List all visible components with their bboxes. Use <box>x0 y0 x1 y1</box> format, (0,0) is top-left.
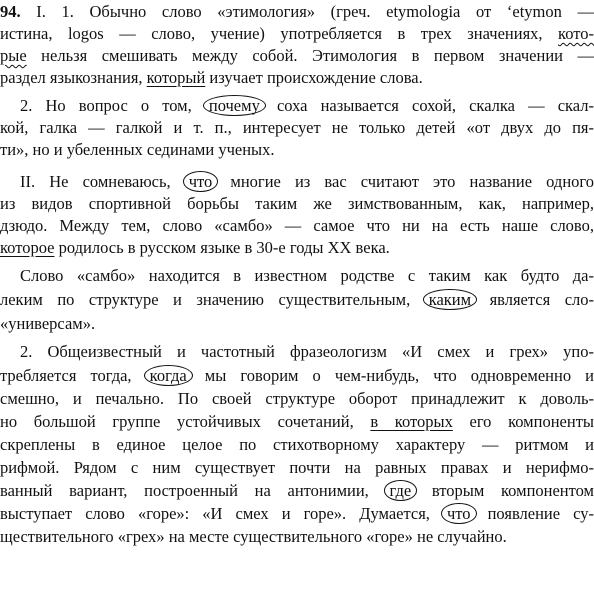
text-line: раздел языкознания, который изучает происхождение слова. <box>0 68 423 87</box>
conjunctive-word-underlined: в которых <box>370 412 453 431</box>
circled-word: что <box>441 503 477 524</box>
exercise-number: 94. <box>0 2 21 21</box>
circled-word: почему <box>203 95 266 116</box>
conjunctive-word-underlined: который <box>146 68 206 87</box>
text-line: 2. Общеизвестный и частотный фразеологизм «И смех и грех» упо- <box>20 342 594 361</box>
text-line: ванный вариант, построенный на антонимии, где вторым компонентом <box>0 481 594 500</box>
text-line: ти», но и убеленных сединами ученых. <box>0 140 275 159</box>
text-line: II. Не сомневаюсь, что многие из вас считают это название одного <box>20 172 594 191</box>
circled-word: где <box>384 480 418 501</box>
text-line: Слово «самбо» находится в известном родстве с таким как будто да- <box>20 266 594 285</box>
text-line: рифмой. Рядом с ним существует почти на равных правах и нерифмо- <box>0 458 594 477</box>
text-line: но большой группе устойчивых сочетаний, в которых его компоненты <box>0 412 594 431</box>
circled-word: каким <box>423 289 477 310</box>
text-line: требляется тогда, когда мы говорим о чем-нибудь, что одновременно и <box>0 366 594 385</box>
text-line: истина, logos — слово, учение) употребляется в трех значениях, кото- <box>0 24 594 43</box>
text-line: леким по структуре и значению существительным, каким является сло- <box>0 290 594 309</box>
conjunctive-word-underlined: рые <box>0 46 27 65</box>
text-line: выступает слово «горе»: «И смех и горе». Думается, что появление су- <box>0 504 594 523</box>
text-line: 94. I. 1. Обычно слово «этимология» (греч. etymologia от ‘etymon — <box>0 2 594 21</box>
text-line: 2. Но вопрос о том, почему соха называется сохой, скалка — скал- <box>20 96 594 115</box>
text-line: кой, галка — галкой и т. п., интересует не только детей «от двух до пя- <box>0 118 594 137</box>
text-line: смешно, и печально. По своей структуре оборот принадлежит к доволь- <box>0 389 594 408</box>
conjunctive-word-underlined: которое <box>0 238 55 257</box>
text-line: из видов спортивной борьбы таким же зимствованным, как, например, <box>0 194 594 213</box>
conjunctive-word-underlined: кото- <box>558 24 594 43</box>
text-line: «универсам». <box>0 314 96 333</box>
text-line: рые нельзя смешивать между собой. Этимология в первом значении — <box>0 46 594 65</box>
circled-word: что <box>183 171 219 192</box>
text-line: которое родилось в русском языке в 30-е годы XX века. <box>0 238 390 257</box>
circled-word: когда <box>144 365 193 386</box>
text-line: ществительного «грех» на месте существительного «горе» не случайно. <box>0 527 507 546</box>
text-line: дзюдо. Между тем, слово «самбо» — самое что ни на есть наше слово, <box>0 216 594 235</box>
text-line: скреплены в единое целое по стихотворному характеру — ритмом и <box>0 435 594 454</box>
